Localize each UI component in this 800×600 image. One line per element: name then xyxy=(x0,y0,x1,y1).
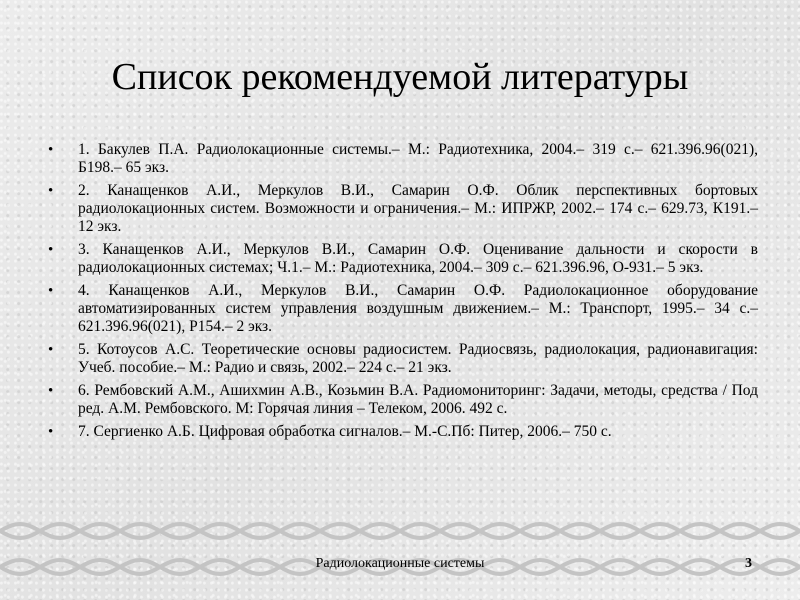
reference-item xyxy=(48,182,758,236)
footer-title: Радиолокационные системы xyxy=(315,556,485,571)
reference-item xyxy=(48,282,758,336)
reference-list xyxy=(48,141,758,446)
reference-item xyxy=(48,141,758,177)
slide-title: Список рекомендуемой литературы xyxy=(111,56,689,98)
reference-item xyxy=(48,341,758,377)
reference-text: 3. Канащенков А.И., Меркулов В.И., Самарин О.Ф. Оценивание дальности и скорости в радиолокационных системах; Ч.1.– М.: Радиотехника, 2004.– 309 с.– 621.396.96, О-931.– 5 экз. xyxy=(78,241,758,276)
bullet-icon: • xyxy=(48,283,54,299)
reference-text: 1. Бакулев П.А. Радиолокационные системы.– М.: Радиотехника, 2004.– 319 с.– 621.396.96(021), Б198.– 65 экз. xyxy=(78,141,758,176)
bullet-icon: • xyxy=(48,183,54,199)
reference-item xyxy=(48,423,758,441)
bullet-icon: • xyxy=(48,424,54,440)
bullet-icon: • xyxy=(48,242,54,258)
bullet-icon: • xyxy=(48,142,54,158)
reference-text: 6. Рембовский А.М., Ашихмин А.В., Козьмин В.А. Радиомониторинг: Задачи, методы, средства / Под ред. А.М. Рембовского. М: Горячая линия – Телеком, 2006. 492 с. xyxy=(78,382,758,417)
reference-item xyxy=(48,241,758,277)
braid-strand-b xyxy=(0,524,800,538)
reference-text: 4. Канащенков А.И., Меркулов В.И., Самарин О.Ф. Радиолокационное оборудование автоматизированных систем управления воздушным движением.– М.: Транспорт, 1995.– 34 с.– 621.396.96(021), Р154.– 2 экз. xyxy=(78,282,758,335)
reference-text: 7. Сергиенко А.Б. Цифровая обработка сигналов.– М.-С.Пб: Питер, 2006.– 750 с. xyxy=(78,423,612,440)
reference-text: 5. Котоусов А.С. Теоретические основы радиосистем. Радиосвязь, радиолокация, радионавигация: Учеб. пособие.– М.: Радио и связь, 2002.– 224 с.– 21 экз. xyxy=(78,341,758,376)
reference-item xyxy=(48,382,758,418)
decorative-braid-top xyxy=(0,520,800,542)
slide-number: 3 xyxy=(745,556,752,571)
bullet-icon: • xyxy=(48,383,54,399)
bullet-icon: • xyxy=(48,342,54,358)
reference-text: 2. Канащенков А.И., Меркулов В.И., Самарин О.Ф. Облик перспективных бортовых радиолокационных систем. Возможности и ограничения.– М.: ИПРЖР, 2002.– 174 с.– 629.73, К191.– 12 экз. xyxy=(78,182,758,235)
